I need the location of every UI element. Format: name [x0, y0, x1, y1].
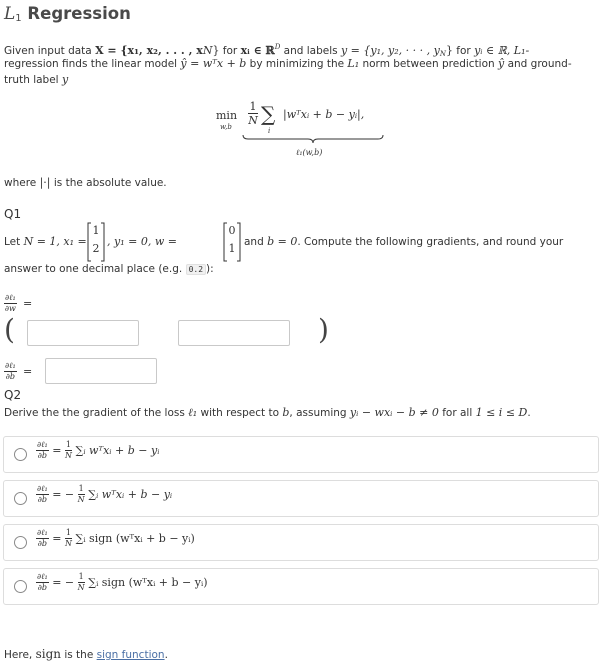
- opt-den: ∂b: [37, 495, 47, 504]
- intro-line-2: [4, 57, 572, 71]
- opt-eq: =: [52, 532, 62, 545]
- opt-deriv: [36, 484, 49, 505]
- grad-w-rparen: ): [318, 313, 329, 346]
- intro-text: regression finds the linear model: [4, 58, 181, 70]
- q2-option-3-formula: [36, 528, 195, 549]
- title-text: Regression: [27, 4, 131, 23]
- intro-text: by minimizing the: [246, 58, 348, 70]
- opt-body: ∑ᵢ sign (wᵀxᵢ + b − yᵢ): [75, 532, 195, 545]
- opt-coef: [65, 440, 72, 461]
- formula-min: min: [216, 109, 238, 122]
- formula-frac-num: 1: [249, 100, 257, 113]
- opt-coef-num: 1: [78, 572, 84, 581]
- example-code: 0.2: [186, 264, 206, 275]
- w-vector: [222, 222, 242, 262]
- q2-option-3[interactable]: [3, 524, 599, 561]
- opt-eq: = −: [52, 576, 75, 589]
- grad-b-label: [4, 361, 32, 382]
- q1-prompt-line-2: [4, 262, 214, 277]
- intro-text: for: [452, 45, 475, 57]
- opt-body: ∑ᵢ wᵀxᵢ + b − yᵢ: [75, 444, 160, 457]
- q2-option-4-radio[interactable]: [14, 580, 27, 593]
- q1-prompt-rest: [244, 235, 563, 248]
- grad-b-eq: =: [23, 364, 33, 378]
- intro-math: ŷ = wᵀx + b: [180, 57, 247, 70]
- intro-text: for: [219, 45, 241, 57]
- intro-math: D: [274, 43, 281, 51]
- intro-text: norm between prediction: [359, 58, 499, 70]
- intro-math: yᵢ ∈ ℝ, L₁-: [474, 44, 530, 57]
- opt-coef-num: 1: [78, 484, 84, 493]
- footer-text: is the: [60, 649, 97, 661]
- page-title: [4, 4, 131, 24]
- intro-line-3: [4, 73, 68, 87]
- opt-coef-den: N: [64, 451, 72, 460]
- opt-den: ∂b: [37, 451, 47, 460]
- x1-vector: [86, 222, 106, 262]
- intro-math: }: [445, 44, 453, 57]
- grad-b-num: ∂ℓ₁: [5, 361, 16, 370]
- where-math: |·|: [39, 176, 51, 189]
- intro-text: Given input data: [4, 45, 96, 57]
- q2-option-2[interactable]: [3, 480, 599, 517]
- w-bottom: 1: [228, 242, 236, 255]
- q1-text: . Compute the following gradients, and round your: [297, 236, 564, 248]
- grad-w-num: ∂ℓ₁: [5, 293, 16, 302]
- underbrace: [242, 134, 384, 144]
- opt-num: ∂ℓ₁: [37, 528, 48, 537]
- intro-text: and ground-: [504, 58, 572, 70]
- grad-w-label: [4, 293, 32, 314]
- w-top: 0: [228, 224, 236, 237]
- where-line: [4, 176, 167, 190]
- q2-math: b: [282, 406, 290, 419]
- q1-text: answer to one decimal place (e.g.: [4, 263, 186, 275]
- grad-w-den: ∂w: [4, 304, 16, 313]
- formula-body: |wᵀxᵢ + b − yᵢ|,: [283, 108, 365, 121]
- intro-math: }: [212, 44, 220, 57]
- q2-option-3-radio[interactable]: [14, 536, 27, 549]
- opt-coef: [65, 528, 72, 549]
- opt-coef: [78, 484, 85, 505]
- q2-option-1-radio[interactable]: [14, 448, 27, 461]
- footer-text: .: [164, 649, 168, 661]
- grad-w-input-1[interactable]: [27, 320, 139, 346]
- intro-math: L₁: [347, 57, 360, 70]
- opt-coef-den: N: [77, 583, 85, 592]
- q2-math: yᵢ − wxᵢ − b ≠ 0: [349, 406, 439, 419]
- q2-heading: Q2: [4, 388, 22, 402]
- q2-text: Derive the the gradient of the loss: [4, 407, 189, 419]
- x1-top: 1: [92, 224, 100, 237]
- sign-function-link[interactable]: sign function: [96, 649, 165, 661]
- q1-math: b = 0: [267, 235, 298, 248]
- q1-math: N = 1, x₁ =: [23, 235, 87, 248]
- q2-prompt: [4, 406, 531, 420]
- footer-note: [4, 647, 168, 662]
- intro-math: N: [202, 44, 213, 57]
- opt-deriv: [36, 528, 49, 549]
- q2-text: , assuming: [289, 407, 350, 419]
- footer-sign: sign: [35, 647, 61, 661]
- intro-math: y = {y₁, y₂, · · · , y: [340, 44, 440, 57]
- footer-text: Here,: [4, 649, 36, 661]
- opt-deriv: [36, 440, 49, 461]
- formula-fraction: [248, 100, 258, 127]
- grad-w-eq: =: [23, 296, 33, 310]
- q2-option-1-formula: [36, 440, 159, 461]
- underbrace-label: ℓ₁(w,b): [296, 148, 323, 157]
- q2-text: for all: [438, 407, 476, 419]
- formula-frac-den: N: [248, 114, 258, 127]
- where-text: is the absolute value.: [50, 177, 167, 189]
- intro-math: ŷ: [498, 57, 505, 70]
- formula-sum-sub: i: [268, 127, 271, 135]
- intro-math: y: [61, 73, 69, 86]
- x1-bottom: 2: [92, 242, 100, 255]
- opt-eq: = −: [52, 488, 75, 501]
- opt-den: ∂b: [37, 539, 47, 548]
- q2-math: ℓ₁: [188, 406, 198, 419]
- grad-w-fraction: [4, 293, 17, 314]
- formula-sum: ∑: [261, 102, 276, 126]
- title-sub: 1: [15, 13, 22, 24]
- q2-option-4-formula: [36, 572, 208, 593]
- opt-body: ∑ᵢ sign (wᵀxᵢ + b − yᵢ): [88, 576, 208, 589]
- q2-option-2-formula: [36, 484, 172, 505]
- intro-math: X = {x₁, x₂, . . . , x: [95, 44, 203, 57]
- opt-coef-den: N: [64, 539, 72, 548]
- opt-body: ∑ᵢ wᵀxᵢ + b − yᵢ: [88, 488, 173, 501]
- opt-eq: =: [52, 444, 62, 457]
- grad-b-input[interactable]: [45, 358, 157, 384]
- q2-text: with respect to: [197, 407, 283, 419]
- opt-num: ∂ℓ₁: [37, 440, 48, 449]
- intro-text: truth label: [4, 74, 62, 86]
- q1-text: Let: [4, 236, 24, 248]
- q1-prompt-line-1: [4, 235, 87, 249]
- opt-coef-num: 1: [65, 528, 71, 537]
- q2-math: 1 ≤ i ≤ D: [475, 406, 528, 419]
- opt-coef-num: 1: [65, 440, 71, 449]
- grad-b-fraction: [4, 361, 17, 382]
- formula-min-sub: w,b: [220, 123, 232, 131]
- q2-option-4[interactable]: [3, 568, 599, 605]
- opt-coef-den: N: [77, 495, 85, 504]
- title-prefix: L: [4, 4, 16, 24]
- grad-w-input-2[interactable]: [178, 320, 290, 346]
- where-text: where: [4, 177, 40, 189]
- opt-coef: [78, 572, 85, 593]
- opt-num: ∂ℓ₁: [37, 572, 48, 581]
- q2-text: .: [527, 407, 531, 419]
- q2-option-1[interactable]: [3, 436, 599, 473]
- q1-text: and: [244, 236, 268, 248]
- y1-w-def: , y₁ = 0, w =: [107, 235, 177, 248]
- loss-formula: [216, 100, 391, 162]
- intro-text: and labels: [280, 45, 341, 57]
- opt-deriv: [36, 572, 49, 593]
- q2-option-2-radio[interactable]: [14, 492, 27, 505]
- grad-b-den: ∂b: [5, 372, 15, 381]
- q1-text: ):: [206, 263, 214, 275]
- intro-math: xᵢ ∈ ℝ: [240, 44, 275, 57]
- intro-math: N: [439, 50, 446, 58]
- opt-den: ∂b: [37, 583, 47, 592]
- grad-w-lparen: (: [4, 313, 15, 346]
- q1-heading: Q1: [4, 207, 22, 221]
- opt-num: ∂ℓ₁: [37, 484, 48, 493]
